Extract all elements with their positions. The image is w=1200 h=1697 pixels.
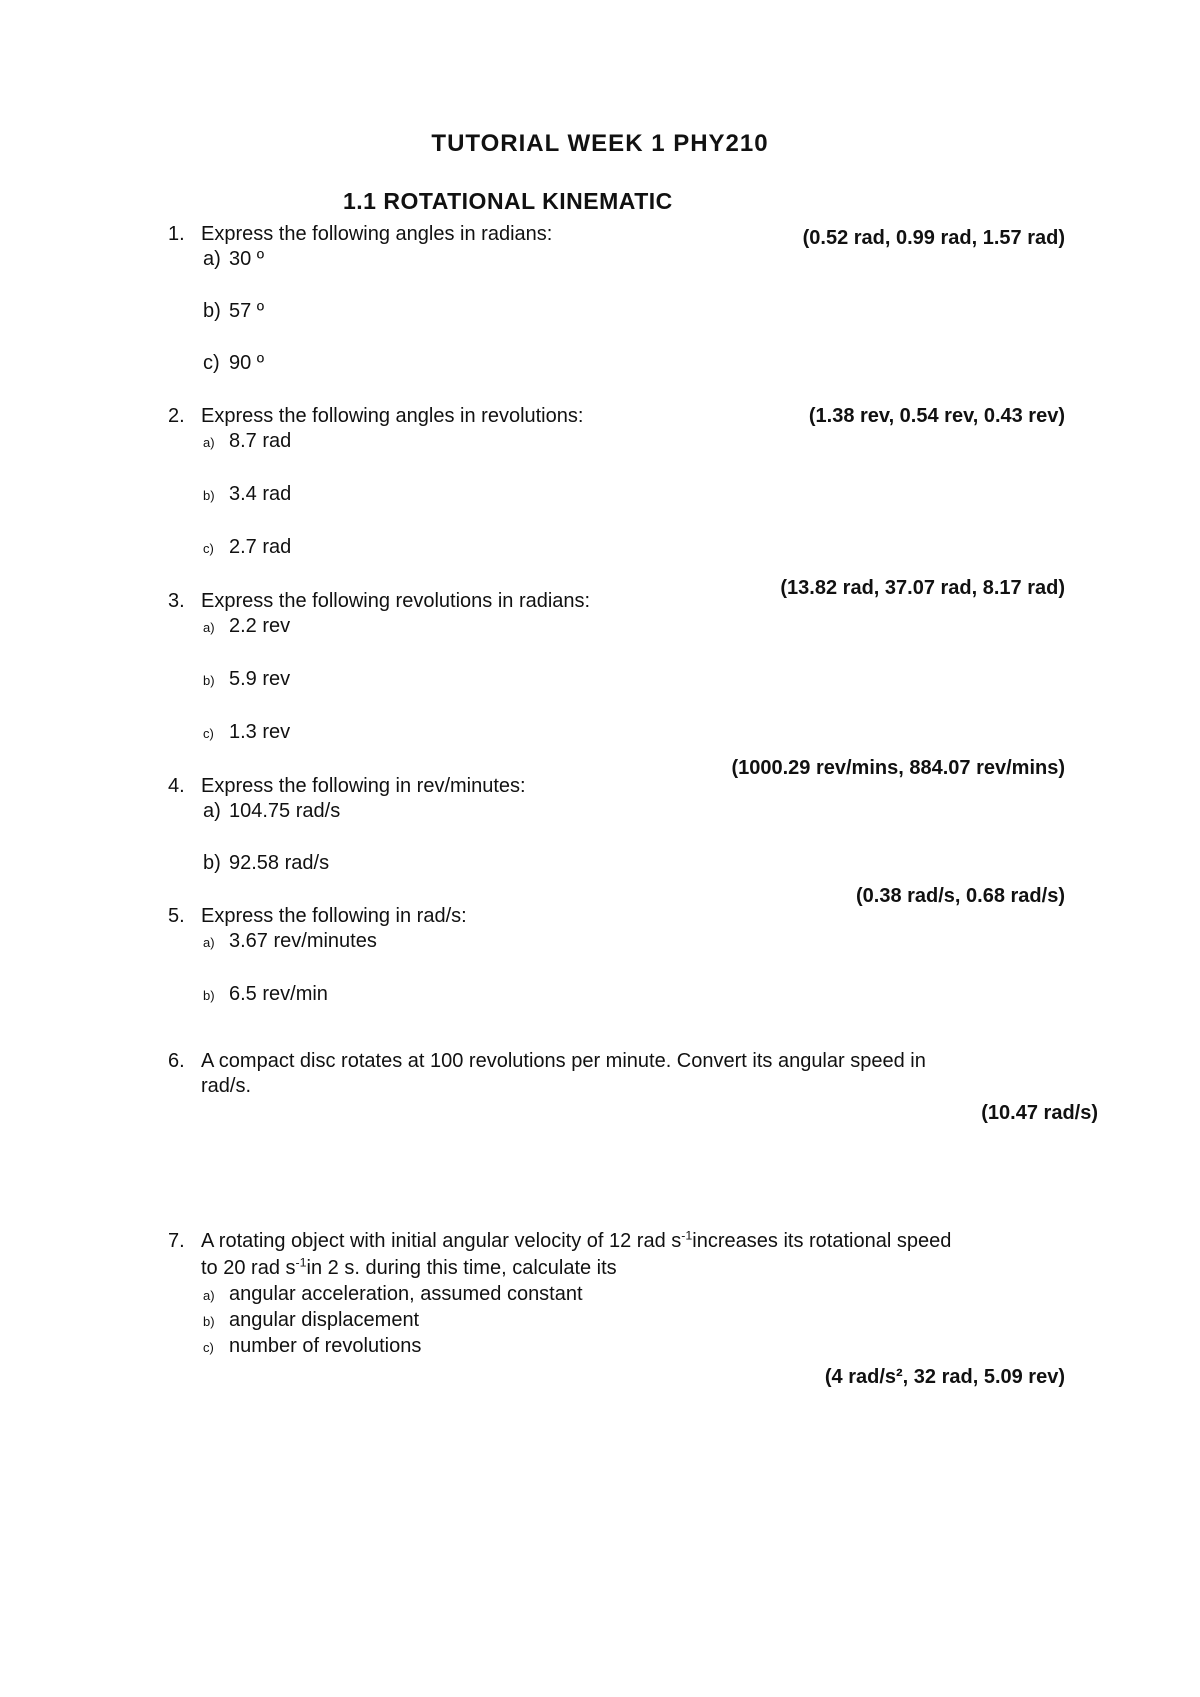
question-7	[168, 1228, 1200, 1390]
sub-item-label: a)	[203, 935, 215, 950]
sub-item-label: b)	[203, 852, 221, 874]
sub-item-label: c)	[203, 541, 214, 556]
sub-item-text: 104.75 rad/s	[229, 800, 341, 822]
question-line	[168, 1049, 1200, 1074]
document-title: TUTORIAL WEEK 1 PHY210	[431, 130, 769, 157]
question-answer: (1000.29 rev/mins, 884.07 rev/mins)	[731, 757, 1065, 779]
sub-item-text: 1.3 rev	[229, 721, 291, 743]
question-answer: (0.52 rad, 0.99 rad, 1.57 rad)	[802, 227, 1065, 249]
sub-item-text: 2.7 rad	[229, 536, 292, 558]
question-number: 7.	[168, 1230, 185, 1252]
sub-item-label: b)	[203, 1314, 215, 1329]
sub-item-label: b)	[203, 300, 221, 322]
sub-item-text: 30 º	[229, 248, 265, 270]
sub-item	[203, 614, 1200, 640]
question-answer: (13.82 rad, 37.07 rad, 8.17 rad)	[780, 577, 1065, 599]
sub-item-label: b)	[203, 988, 215, 1003]
sub-item-text: 90 º	[229, 352, 265, 374]
sub-item	[203, 535, 1200, 561]
sub-item-text: angular displacement	[229, 1309, 420, 1331]
question-4	[168, 757, 1200, 876]
question-text: Express the following angles in revolutions:	[201, 405, 584, 427]
question-number: 4.	[168, 775, 185, 797]
sub-item	[203, 482, 1200, 508]
question-3	[168, 577, 1200, 746]
sub-item	[203, 720, 1200, 746]
question-text: rad/s.	[201, 1075, 252, 1097]
sub-item	[203, 1308, 1200, 1334]
sub-item-text: 57 º	[229, 300, 265, 322]
question-line	[168, 1228, 1200, 1255]
sub-item-label: c)	[203, 726, 214, 741]
sub-item-text: number of revolutions	[229, 1335, 422, 1357]
question-text: Express the following angles in radians:	[201, 223, 553, 245]
sub-item-text: angular acceleration, assumed constant	[229, 1283, 583, 1305]
sub-item-label: a)	[203, 620, 215, 635]
sub-item-text: 5.9 rev	[229, 668, 291, 690]
sub-item	[203, 982, 1200, 1008]
question-line-continued	[201, 1255, 1200, 1282]
section-heading: 1.1 ROTATIONAL KINEMATIC	[343, 188, 673, 214]
question-text: Express the following in rad/s:	[201, 905, 467, 927]
sub-item-label: c)	[203, 352, 220, 374]
question-6	[168, 1049, 1200, 1126]
sub-item	[203, 1334, 1200, 1360]
sub-item	[203, 429, 1200, 455]
sub-item	[203, 667, 1200, 693]
sub-item-label: b)	[203, 673, 215, 688]
sub-item-label: a)	[203, 800, 221, 822]
sub-item	[203, 799, 1200, 824]
question-text: to 20 rad $s^{-1}in$ 2 s. during this time, calculate its	[201, 1255, 617, 1279]
question-answer: (4 rad/s², 32 rad, 5.09 rev)	[824, 1366, 1065, 1388]
question-text: Express the following revolutions in radians:	[201, 590, 591, 612]
question-1	[168, 222, 1200, 376]
question-number: 6.	[168, 1050, 185, 1072]
sub-item-label: a)	[203, 1288, 215, 1303]
sub-item-text: 3.67 rev/minutes	[229, 930, 377, 952]
sub-item	[203, 299, 1200, 324]
question-5	[168, 885, 1200, 1008]
question-number: 1.	[168, 223, 185, 245]
question-line-continued	[201, 1074, 1200, 1099]
sub-item	[203, 851, 1200, 876]
sub-item-label: c)	[203, 1340, 214, 1355]
sub-item	[203, 1282, 1200, 1308]
question-2	[168, 404, 1200, 561]
sub-item-text: 92.58 rad/s	[229, 852, 330, 874]
question-text: A compact disc rotates at 100 revolutions per minute. Convert its angular speed in	[201, 1050, 926, 1072]
sub-item-label: b)	[203, 488, 215, 503]
question-answer: (10.47 rad/s)	[981, 1102, 1098, 1124]
sub-item-label: a)	[203, 435, 215, 450]
question-number: 5.	[168, 905, 185, 927]
question-number: 3.	[168, 590, 185, 612]
sub-item	[203, 929, 1200, 955]
question-answer: (0.38 rad/s, 0.68 rad/s)	[855, 885, 1065, 907]
sub-item-text: 8.7 rad	[229, 430, 292, 452]
sub-item-label: a)	[203, 248, 221, 270]
sub-item-text: 6.5 rev/min	[229, 983, 328, 1005]
question-answer: (1.38 rev, 0.54 rev, 0.43 rev)	[808, 405, 1065, 427]
question-number: 2.	[168, 405, 185, 427]
sub-item	[203, 351, 1200, 376]
question-text: A rotating object with initial angular velocity of 12 rad $s^{-1}increases$ its rotational speed	[201, 1228, 952, 1252]
sub-item-text: 3.4 rad	[229, 483, 292, 505]
sub-item-text: 2.2 rev	[229, 615, 291, 637]
question-text: Express the following in rev/minutes:	[201, 775, 526, 797]
